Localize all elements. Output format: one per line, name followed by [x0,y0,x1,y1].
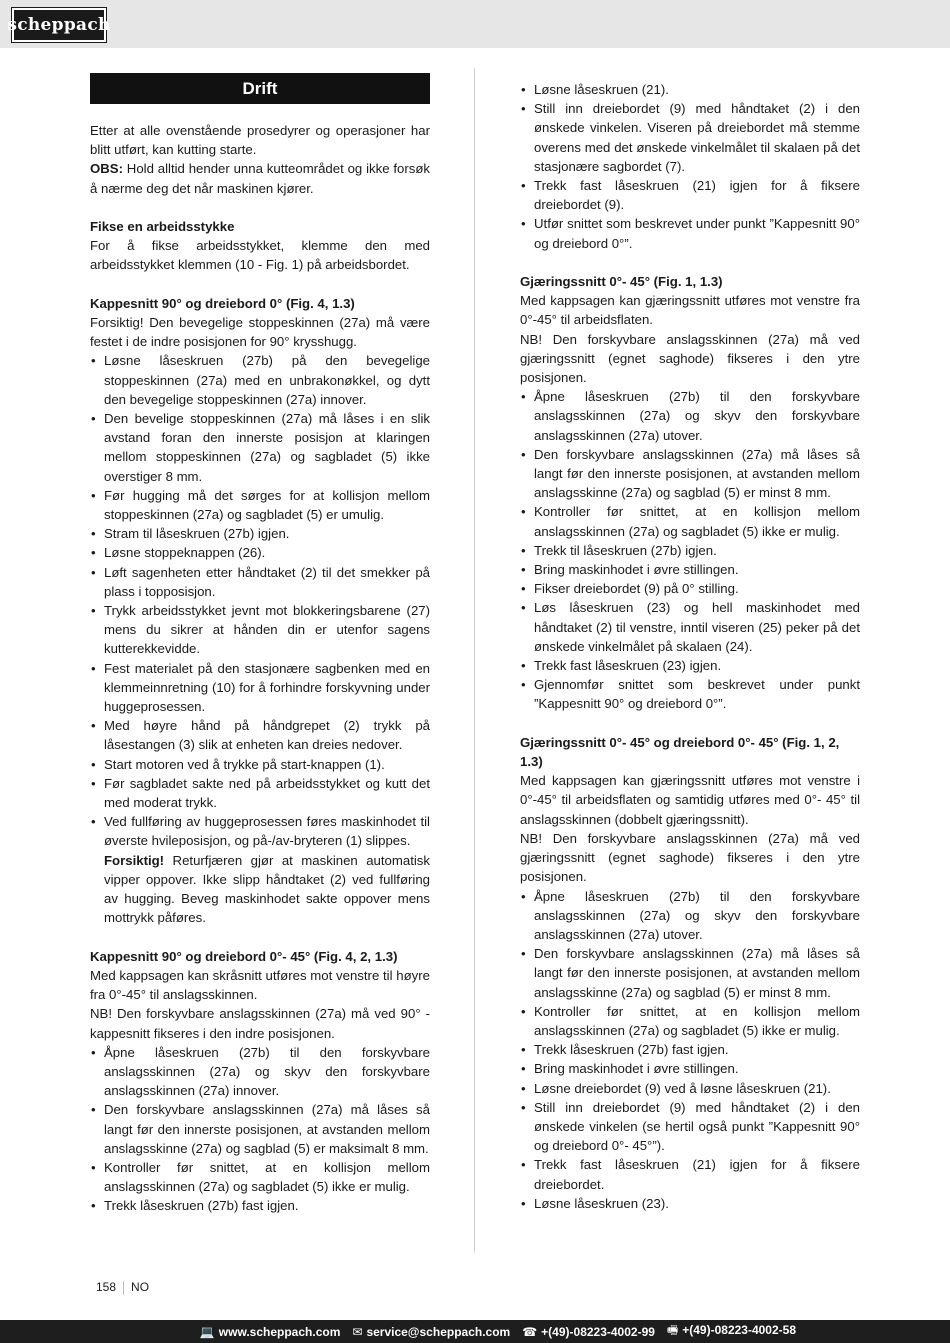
list-item: • Løsne stoppeknappen (26). [90,543,430,562]
email-contact [352,1325,510,1339]
list-item: • Den forskyvbare anslagsskinnen (27a) må låses så langt før den innerste posisjonen, at avstanden mellom anslagsskinne (27a) og sagblad (5) er maksimalt 8 mm. [90,1100,430,1158]
list-item: • Trekk fast låseskruen (23) igjen. [520,656,860,675]
list-item: • Fikser dreiebordet (9) på 0° stilling. [520,579,860,598]
list-item: • Kontroller før snittet, at en kollisjon mellom anslagsskinnen (27a) og sagbladet (5) ikke er mulig. [90,1158,430,1196]
list-item: • Trekk til låseskruen (27b) igjen. [520,541,860,560]
caution-label: Forsiktig! [104,852,165,868]
heading-double-mitre: Gjæringssnitt 0°- 45° og dreiebord 0°- 45° (Fig. 1, 2, 1.3) [520,734,840,770]
heading-mitre-0-45: Gjæringssnitt 0°- 45° (Fig. 1, 1.3) [520,274,723,290]
caution-note [90,851,430,928]
mitre-0-45-list [520,387,860,713]
list-item: • Den forskyvbare anslagsskinnen (27a) må låses så langt før den innerste posisjonen, at avstanden mellom anslagsskinne (27a) og sagblad (5) er minst 8 mm. [520,445,860,503]
list-item: • Åpne låseskruen (27b) til den forskyvbare anslagsskinnen (27a) og skyv den forskyvbare anslagsskinnen (27a) utover. [520,387,860,445]
double-mitre-note: NB! Den forskyvbare anslagsskinnen (27a) må ved gjæringssnitt (egnet saghode) fikseres i den ytre posisjonen. [520,830,860,885]
list-item: • Den forskyvbare anslagsskinnen (27a) må låses så langt før den innerste posisjonen, at avstanden mellom anslagsskinne (27a) og sagblad (5) er minst 8 mm. [520,944,860,1002]
email-link[interactable]: service@scheppach.com [366,1324,511,1339]
right-column [520,80,860,1213]
list-item: • Trekk fast låseskruen (21) igjen for å fiksere dreiebordet. [520,1155,860,1193]
page-number: 158 [96,1280,117,1294]
contact-bar [0,1320,950,1343]
intro-paragraph: Etter at alle ovenstående prosedyrer og operasjoner har blitt utført, kan kutting starte. [90,123,430,158]
list-item: • Bring maskinhodet i øvre stillingen. [520,1059,860,1078]
list-item: • Løsne låseskruen (23). [520,1194,860,1213]
list-item: • Løs låseskruen (23) og hell maskinhodet med håndtaket (2) til venstre, inntil viseren (25) peker på det ønskede vinkelmålet på skalaen (24). [520,598,860,656]
cut-90-0-intro: Forsiktig! Den bevegelige stoppeskinnen (27a) må være festet i de indre posisjonen for 90° krysshugg. [90,315,430,350]
rotary-table-list [520,80,860,253]
obs-paragraph [90,159,430,197]
list-item: • Trekk låseskruen (27b) fast igjen. [520,1040,860,1059]
list-item: • Still inn dreiebordet (9) med håndtaket (2) i den ønskede vinkelen (se hertil også punkt ”Kappesnitt 90° og dreiebord 0°- 45°”). [520,1098,860,1156]
computer-icon: 💻 [199,1324,215,1339]
mail-icon: ✉ [352,1324,363,1339]
web-contact [200,1325,341,1339]
scheppach-logo: scheppach [12,8,106,42]
fax-icon: 🖷 [666,1323,679,1337]
cut-90-0-45-intro: Med kappsagen kan skråsnitt utføres mot venstre til høyre fra 0°-45° til anslagsskinnen. [90,967,430,1003]
column-divider [474,68,475,1253]
list-item: • Med høyre hånd på håndgrepet (2) trykk på låsestangen (3) slik at enheten kan dreies nedover. [90,716,430,754]
cut-90-0-45-note: NB! Den forskyvbare anslagsskinnen (27a) må ved 90° - kappesnitt fikseres i den indre posisjonen. [90,1006,430,1041]
obs-label: OBS: [90,161,123,177]
list-item: • Trekk fast låseskruen (21) igjen for å fiksere dreiebordet (9). [520,176,860,214]
list-item: • Den bevelige stoppeskinnen (27a) må låses i en slik avstand foran den innerste posisjon at klaringen mellom stoppeskinnen (27a) og sagbladet (5) ikke overstiger 8 mm. [90,409,430,486]
list-item: • Stram til låseskruen (27b) igjen. [90,524,430,543]
language-code: NO [131,1280,150,1294]
list-item: • Kontroller før snittet, at en kollisjon mellom anslagsskinnen (27a) og sagbladet (5) ikke er mulig. [520,1002,860,1040]
heading-cut-90-0: Kappesnitt 90° og dreiebord 0° (Fig. 4, 1.3) [90,295,355,311]
heading-cut-90-0-45: Kappesnitt 90° og dreiebord 0°- 45° (Fig. 4, 2, 1.3) [90,948,398,964]
mitre-0-45-intro: Med kappsagen kan gjæringssnitt utføres mot venstre fra 0°-45° til arbeidsflaten. [520,293,860,328]
cut-90-0-list [90,351,430,850]
list-item: • Start motoren ved å trykke på start-knappen (1). [90,755,430,774]
list-item: • Åpne låseskruen (27b) til den forskyvbare anslagsskinnen (27a) og skyv den forskyvbare anslagsskinnen (27a) utover. [520,887,860,945]
list-item: • Før sagbladet sakte ned på arbeidsstykket og kutt det med moderat trykk. [90,774,430,812]
left-column [90,70,430,1216]
phone-contact [522,1325,655,1339]
web-link[interactable]: www.scheppach.com [218,1324,341,1339]
list-item: • Still inn dreiebordet (9) med håndtaket (2) i den ønskede vinkelen. Viseren på dreiebordet må stemme overens med det ønskede vinkelmålet til skalaen på det stasjonære sagbordet (7). [520,99,860,176]
double-mitre-list [520,887,860,1213]
fax-number: +(49)-08223-4002-58 [682,1323,796,1337]
list-item: • Åpne låseskruen (27b) til den forskyvbare anslagsskinnen (27a) og skyv den forskyvbare anslagsskinnen (27a) innover. [90,1043,430,1101]
list-item: • Utfør snittet som beskrevet under punkt ”Kappesnitt 90° og dreiebord 0°”. [520,214,860,252]
fax-contact [667,1321,796,1342]
section-title: Drift [90,73,430,104]
list-item: • Før hugging må det sørges for at kollisjon mellom stoppeskinnen (27a) og sagbladet (5) er umulig. [90,486,430,524]
double-mitre-intro: Med kappsagen kan gjæringssnitt utføres mot venstre i 0°-45° til arbeidsflaten og samtidig utføres med 0°- 45° til anslagsskinnen (dobbelt gjæringssnitt). [520,773,860,827]
heading-fix-workpiece: Fikse en arbeidsstykke [90,219,235,234]
fix-paragraph: For å fikse arbeidsstykket, klemme den med arbeidsstykket klemmen (10 - Fig. 1) på arbeidsbordet. [90,238,430,273]
mitre-0-45-note: NB! Den forskyvbare anslagsskinnen (27a) må ved gjæringssnitt (egnet saghode) fikseres i den ytre posisjonen. [520,331,860,386]
list-item: • Løsne låseskruen (21). [520,80,860,99]
list-item: • Løsne låseskruen (27b) på den bevegelige stoppeskinnen (27a) med en unbrakonøkkel, og dytt den bevegelige stoppeskinnen (27a) innover. [90,351,430,409]
phone-icon: ☎ [522,1324,538,1339]
list-item: • Kontroller før snittet, at en kollisjon mellom anslagsskinnen (27a) og sagbladet (5) ikke er mulig. [520,502,860,540]
caution-text: Returfjæren gjør at maskinen automatisk vipper oppover. Ikke slipp håndtaket (2) ved fullføring av hugging. Beveg maskinhodet sakte oppover mens mottrykk påføres. [104,852,430,926]
list-item: • Løft sagenheten etter håndtaket (2) til det smekker på plass i topposisjon. [90,563,430,601]
list-item: • Gjennomfør snittet som beskrevet under punkt ”Kappesnitt 90° og dreiebord 0°”. [520,675,860,713]
page-footer [96,1280,149,1295]
list-item: • Bring maskinhodet i øvre stillingen. [520,560,860,579]
list-item: • Ved fullføring av huggeprosessen føres maskinhodet til øverste hvileposisjon, og på-/av-bryteren (1) slippes. [90,812,430,850]
list-item: • Trykk arbeidsstykket jevnt mot blokkeringsbarene (27) mens du sikrer at hånden din er utenfor sagens kutterekkevidde. [90,601,430,659]
list-item: • Trekk låseskruen (27b) fast igjen. [90,1196,430,1215]
obs-text: Hold alltid hender unna kutteområdet og ikke forsøk å nærme deg det når maskinen kjører. [90,161,430,196]
phone-number: +(49)-08223-4002-99 [541,1324,655,1339]
list-item: • Løsne dreiebordet (9) ved å løsne låseskruen (21). [520,1079,860,1098]
cut-90-0-45-list [90,1043,430,1216]
header-bar [0,0,950,48]
list-item: • Fest materialet på den stasjonære sagbenken med en klemmeinnretning (10) for å forhindre forskyvning under huggeprosessen. [90,659,430,717]
